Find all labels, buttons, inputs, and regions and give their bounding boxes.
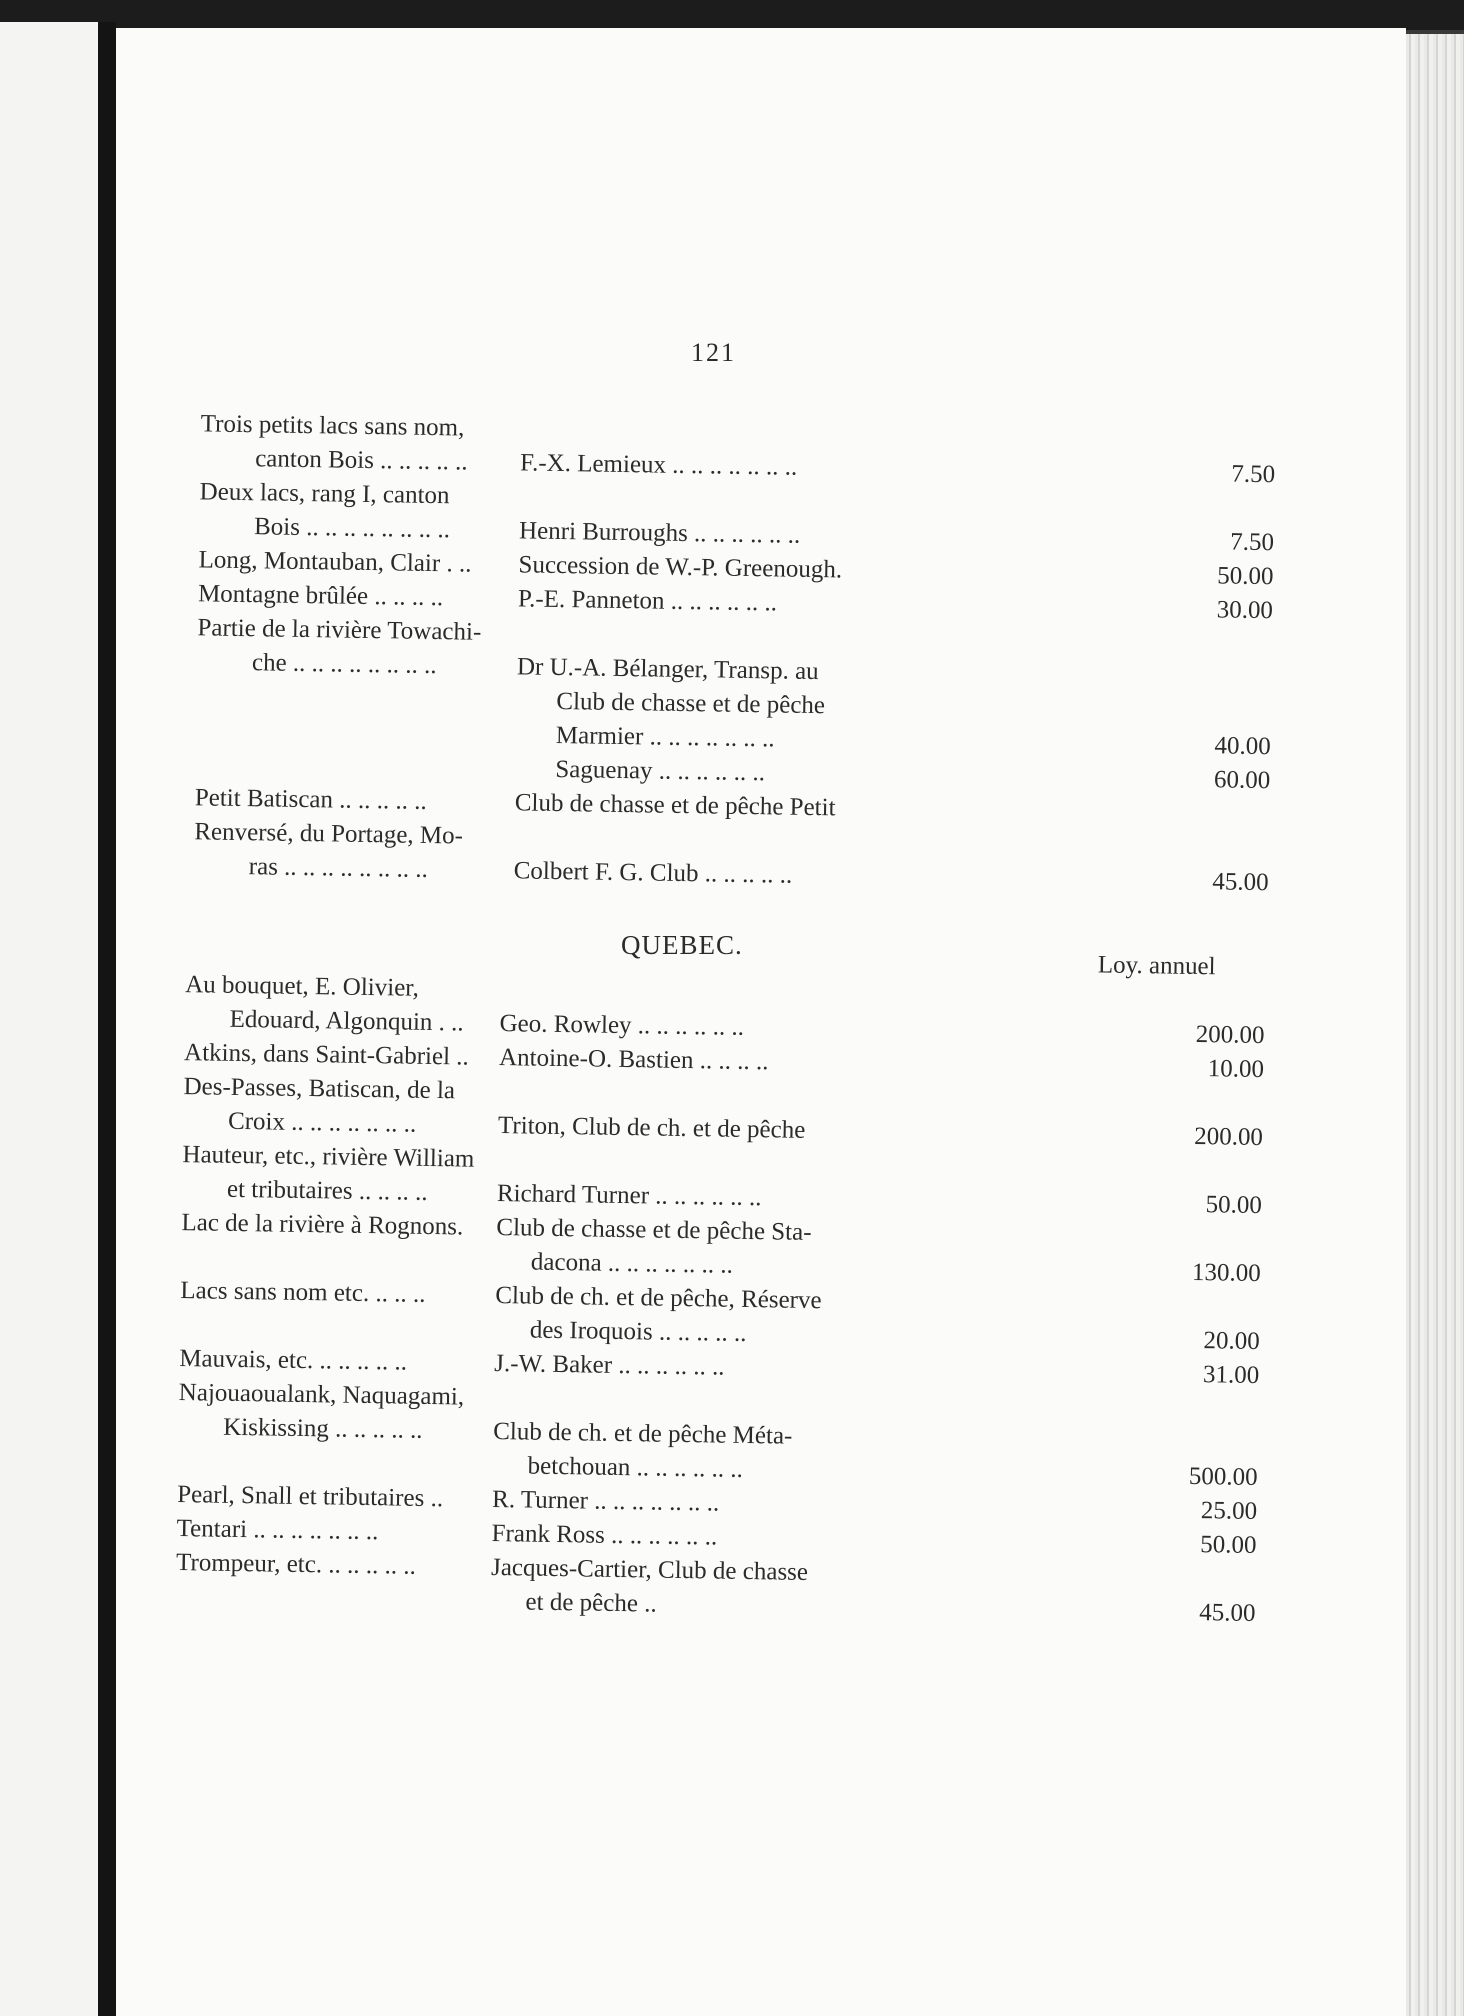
annual-rent-value: 50.00 — [1205, 1191, 1263, 1220]
water-body-name: che .. .. .. .. .. .. .. .. — [251, 649, 437, 680]
lessee-name: Geo. Rowley .. .. .. .. .. .. — [499, 1010, 745, 1041]
annual-rent-value: 7.50 — [1231, 460, 1276, 489]
lessee-name: Club de chasse et de pêche Petit — [514, 789, 836, 822]
water-body-name: Petit Batiscan .. .. .. .. .. — [194, 784, 427, 815]
annual-rent-value: 45.00 — [1198, 1599, 1256, 1627]
lessee-name: Club de ch. et de pêche, Réserve — [495, 1282, 822, 1315]
water-body-name: Trompeur, etc. .. .. .. .. .. — [175, 1549, 417, 1580]
lessee-name: F.-X. Lemieux .. .. .. .. .. .. .. — [519, 449, 798, 481]
annual-rent-value: 200.00 — [1195, 1020, 1265, 1050]
page-content — [116, 28, 1406, 2016]
lessee-name: Saguenay .. .. .. .. .. .. — [555, 755, 766, 787]
facing-page — [0, 22, 100, 2016]
annual-rent-value: 20.00 — [1203, 1327, 1260, 1356]
lessee-name: Richard Turner .. .. .. .. .. .. — [496, 1180, 762, 1212]
water-body-name: Hauteur, etc., rivière William — [182, 1141, 475, 1173]
water-body-name: Atkins, dans Saint-Gabriel .. — [183, 1039, 469, 1071]
water-body-name: Croix .. .. .. .. .. .. .. — [227, 1107, 417, 1138]
water-body-name: Bois .. .. .. .. .. .. .. .. — [253, 513, 451, 544]
section-heading-quebec: QUEBEC. — [621, 930, 743, 960]
lessee-name: J.-W. Baker .. .. .. .. .. .. — [494, 1349, 725, 1381]
water-body-name: Mauvais, etc. .. .. .. .. .. — [179, 1345, 408, 1376]
water-body-name: Edouard, Algonquin . .. — [229, 1005, 464, 1037]
annual-rent-value: 500.00 — [1188, 1462, 1258, 1491]
water-body-name: Montagne brûlée .. .. .. .. — [197, 580, 444, 612]
water-body-name: Long, Montauban, Clair . .. — [198, 546, 472, 578]
annual-rent-value: 45.00 — [1212, 868, 1269, 897]
annual-rent-value: 200.00 — [1193, 1122, 1264, 1152]
annual-rent-value: 10.00 — [1207, 1055, 1265, 1084]
water-body-name: Pearl, Snall et tributaires .. — [176, 1481, 444, 1513]
lessee-name: R. Turner .. .. .. .. .. .. .. — [491, 1485, 720, 1517]
lessee-name: dacona .. .. .. .. .. .. .. — [530, 1248, 734, 1279]
annual-rent-value: 40.00 — [1214, 732, 1272, 761]
column-header-annual-rent: Loy. annuel — [1097, 951, 1216, 981]
lessee-name: Succession de W.-P. Greenough. — [518, 551, 843, 584]
lessee-name: P.-E. Panneton .. .. .. .. .. .. — [517, 585, 778, 617]
water-body-name: Au bouquet, E. Olivier, — [184, 971, 420, 1002]
annual-rent-value: 25.00 — [1200, 1497, 1258, 1525]
water-body-name: et tributaires .. .. .. .. — [226, 1175, 428, 1206]
water-body-name: Renversé, du Portage, Mo- — [194, 818, 464, 850]
annual-rent-value: 30.00 — [1216, 596, 1274, 625]
lessee-name: Triton, Club de ch. et de pêche — [497, 1112, 806, 1144]
lessee-name: Frank Ross .. .. .. .. .. .. — [491, 1519, 718, 1551]
lessee-name: Antoine-O. Bastien .. .. .. .. — [498, 1044, 769, 1076]
annual-rent-value: 31.00 — [1202, 1361, 1260, 1390]
book-page — [116, 28, 1406, 2016]
lessee-name: Colbert F. G. Club .. .. .. .. .. — [513, 857, 793, 889]
page-edges — [1406, 34, 1464, 2016]
water-body-name: Deux lacs, rang I, canton — [199, 478, 450, 510]
lessee-name: et de pêche .. — [525, 1588, 657, 1618]
water-body-name: Lacs sans nom etc. .. .. .. — [180, 1277, 426, 1308]
water-body-name: Lac de la rivière à Rognons. — [181, 1209, 464, 1241]
water-body-name: Partie de la rivière Towachi- — [197, 614, 482, 646]
lease-list-section-1 — [109, 406, 1406, 902]
book-binding — [98, 22, 116, 2016]
lessee-name: Marmier .. .. .. .. .. .. .. — [555, 721, 775, 753]
lessee-name: Club de chasse et de pêche — [556, 687, 826, 720]
lessee-name: Jacques-Cartier, Club de chasse — [490, 1553, 809, 1586]
water-body-name: Najouaoualank, Naquagami, — [178, 1379, 465, 1411]
annual-rent-value: 50.00 — [1200, 1531, 1257, 1559]
water-body-name: ras .. .. .. .. .. .. .. .. — [248, 853, 429, 883]
lessee-name: Dr U.-A. Bélanger, Transp. au — [516, 653, 819, 686]
lessee-name: des Iroquois .. .. .. .. .. — [529, 1316, 747, 1347]
lessee-name: Henri Burroughs .. .. .. .. .. .. — [518, 517, 801, 549]
water-body-name: Trois petits lacs sans nom, — [200, 410, 465, 442]
water-body-name: Kiskissing .. .. .. .. .. — [223, 1413, 423, 1444]
lease-list-section-quebec — [105, 933, 1406, 1633]
annual-rent-value: 130.00 — [1191, 1258, 1262, 1288]
lessee-name: Club de chasse et de pêche Sta- — [496, 1214, 812, 1246]
annual-rent-value: 50.00 — [1217, 562, 1274, 591]
lessee-name: betchouan .. .. .. .. .. .. — [527, 1452, 744, 1483]
water-body-name: Des-Passes, Batiscan, de la — [183, 1073, 456, 1105]
water-body-name: canton Bois .. .. .. .. .. — [254, 445, 468, 476]
annual-rent-value: 60.00 — [1213, 766, 1271, 795]
page-number: 121 — [691, 338, 736, 367]
lessee-name: Club de ch. et de pêche Méta- — [493, 1417, 793, 1450]
scan-border-top — [0, 0, 1464, 30]
water-body-name: Tentari .. .. .. .. .. .. .. — [176, 1515, 379, 1546]
annual-rent-value: 7.50 — [1230, 528, 1275, 557]
